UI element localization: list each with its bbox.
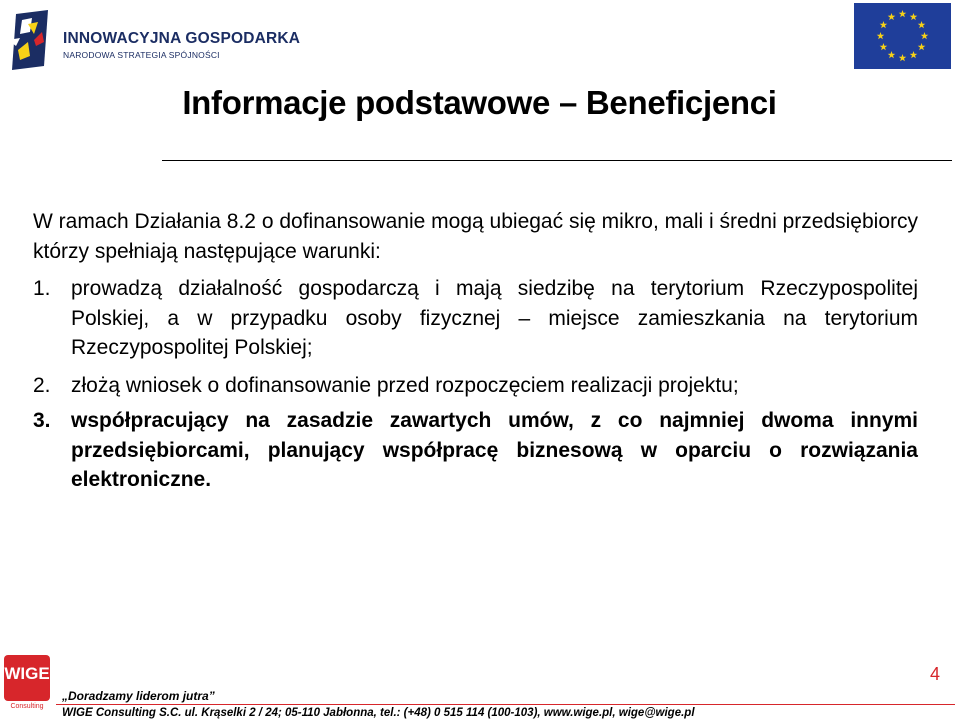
list-item-text: złożą wniosek o dofinansowanie przed rozpoczęciem realizacji projektu; bbox=[71, 374, 739, 397]
wige-logo-subtext: Consulting bbox=[10, 703, 44, 710]
slide-title: Informacje podstawowe – Beneficjenci bbox=[182, 84, 777, 121]
innowacyjna-gospodarka-logo bbox=[8, 10, 308, 72]
footer-slogan: „Doradzamy liderom jutra” bbox=[62, 689, 215, 703]
footer-divider bbox=[56, 704, 955, 705]
eu-flag-icon bbox=[854, 3, 951, 69]
title-underline bbox=[162, 160, 952, 161]
ig-logo-subtitle: NARODOWA STRATEGIA SPÓJNOŚCI bbox=[63, 50, 220, 60]
list-item-number: 3. bbox=[33, 409, 51, 432]
wige-consulting-logo bbox=[4, 655, 50, 717]
list-item bbox=[33, 371, 918, 401]
page-number: 4 bbox=[930, 664, 941, 684]
wige-logo-text: WIGE bbox=[4, 664, 50, 683]
intro-paragraph: W ramach Działania 8.2 o dofinansowanie mogą ubiegać się mikro, mali i średni przedsiębiorcy którzy spełniają następujące warunki: bbox=[33, 210, 918, 263]
list-item-text: współpracujący na zasadzie zawartych umów, z co najmniej dwoma innymi przedsiębiorcami, planujący współpracę biznesową w oparciu o rozwiązania elektroniczne. bbox=[71, 409, 918, 491]
list-item-text: prowadzą działalność gospodarczą i mają siedzibę na terytorium Rzeczypospolitej Polskiej, a w przypadku osoby fizycznej – miejsce zamieszkania na terytorium Rzeczypospolitej Polskiej; bbox=[71, 277, 918, 359]
list-item-number: 2. bbox=[33, 374, 51, 397]
ig-emblem-icon bbox=[8, 10, 58, 72]
list-item bbox=[33, 274, 918, 363]
list-item bbox=[33, 406, 918, 495]
list-item-number: 1. bbox=[33, 277, 51, 300]
footer-contact: WIGE Consulting S.C. ul. Krąselki 2 / 24; 05-110 Jabłonna, tel.: (+48) 0 515 114 (100-103), www.wige.pl, wige@wige.pl bbox=[62, 707, 695, 719]
ig-logo-name: INNOWACYJNA GOSPODARKA bbox=[63, 30, 301, 47]
